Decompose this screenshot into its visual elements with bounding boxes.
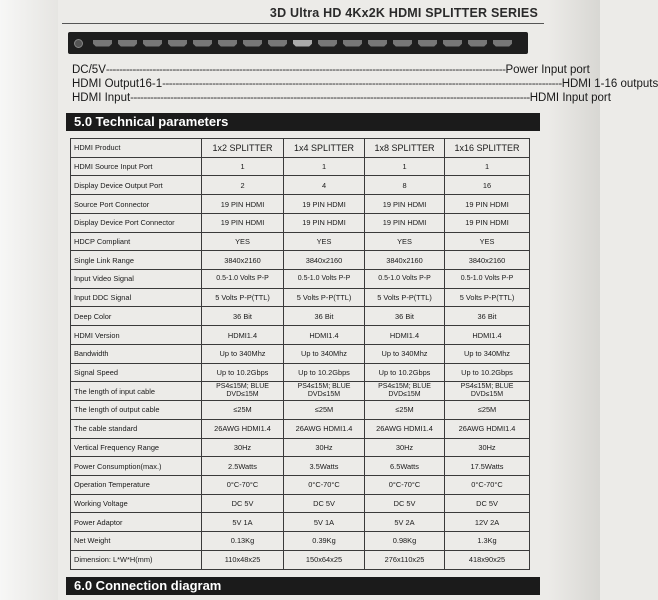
table-cell: PS4≤15M; BLUE DVD≤15M — [365, 382, 445, 401]
table-cell: 3840x2160 — [365, 251, 445, 270]
table-cell: 36 Bit — [365, 307, 445, 326]
legend-value: HDMI Input port — [529, 92, 611, 104]
parameter-name: Operation Temperature — [71, 475, 202, 494]
parameter-name: HDCP Compliant — [71, 232, 202, 251]
legend-label: HDMI Input — [72, 92, 131, 104]
table-cell: 2 — [202, 176, 284, 195]
column-header: 1x4 SPLITTER — [284, 139, 365, 158]
column-header: 1x8 SPLITTER — [365, 139, 445, 158]
table-cell: HDMI1.4 — [284, 326, 365, 345]
table-cell: 0.5-1.0 Volts P-P — [365, 270, 445, 289]
parameter-name: Input Video Signal — [71, 270, 202, 289]
table-cell: Up to 340Mhz — [202, 344, 284, 363]
table-cell: 0.13Kg — [202, 532, 284, 551]
table-cell: 0°C-70°C — [365, 475, 445, 494]
table-cell: 8 — [365, 176, 445, 195]
table-cell: 0°C-70°C — [445, 475, 530, 494]
parameter-name: HDMI Version — [71, 326, 202, 345]
table-row — [71, 382, 530, 401]
table-cell: 19 PIN HDMI — [365, 213, 445, 232]
parameter-name: The length of output cable — [71, 401, 202, 420]
hdmi-port-icon — [393, 40, 412, 47]
table-cell: YES — [365, 232, 445, 251]
table-cell: 0.5-1.0 Volts P-P — [284, 270, 365, 289]
table-cell: PS4≤15M; BLUE DVD≤15M — [202, 382, 284, 401]
hdmi-port-icon — [243, 40, 262, 47]
leader-dashes: ------------------------------------------------------------------------------------------------------------------------ — [130, 92, 530, 104]
hdmi-port-icon — [218, 40, 237, 47]
table-row — [71, 513, 530, 532]
table-cell: 3840x2160 — [202, 251, 284, 270]
table-cell: 6.5Watts — [365, 457, 445, 476]
section-title-technical: 5.0 Technical parameters — [66, 113, 540, 131]
table-cell: 30Hz — [365, 438, 445, 457]
table-row — [71, 550, 530, 569]
table-cell: Up to 10.2Gbps — [445, 363, 530, 382]
parameter-name: HDMI Source Input Port — [71, 157, 202, 176]
legend-label: HDMI Output16-1 — [72, 78, 163, 90]
table-cell: HDMI1.4 — [202, 326, 284, 345]
table-row — [71, 251, 530, 270]
parameter-name: Dimension: L*W*H(mm) — [71, 550, 202, 569]
table-row — [71, 419, 530, 438]
dc-jack-icon — [74, 39, 83, 48]
table-cell: 19 PIN HDMI — [445, 195, 530, 214]
table-row — [71, 213, 530, 232]
table-row — [71, 307, 530, 326]
legend-value: Power Input port — [505, 64, 590, 76]
table-cell: Up to 10.2Gbps — [284, 363, 365, 382]
table-cell: 26AWG HDMI1.4 — [365, 419, 445, 438]
table-row — [71, 494, 530, 513]
table-row — [71, 532, 530, 551]
leader-dashes: ------------------------------------------------------------------------------------------------------------------------ — [105, 64, 506, 76]
table-cell: 19 PIN HDMI — [202, 213, 284, 232]
table-cell: 0.39Kg — [284, 532, 365, 551]
table-cell: 5 Volts P-P(TTL) — [445, 288, 530, 307]
table-cell: 3840x2160 — [284, 251, 365, 270]
table-row — [71, 326, 530, 345]
parameter-name: Power Adaptor — [71, 513, 202, 532]
table-cell: 30Hz — [202, 438, 284, 457]
table-header-row — [71, 139, 530, 158]
parameter-name: Source Port Connector — [71, 195, 202, 214]
parameter-name: Net Weight — [71, 532, 202, 551]
table-cell: HDMI1.4 — [445, 326, 530, 345]
table-cell: 17.5Watts — [445, 457, 530, 476]
table-cell: DC 5V — [445, 494, 530, 513]
table-cell: YES — [445, 232, 530, 251]
legend-row — [72, 78, 658, 90]
parameter-name: Signal Speed — [71, 363, 202, 382]
table-cell: PS4≤15M; BLUE DVD≤15M — [284, 382, 365, 401]
parameter-name: The length of input cable — [71, 382, 202, 401]
table-cell: 4 — [284, 176, 365, 195]
table-cell: 36 Bit — [202, 307, 284, 326]
hdmi-port-icon — [493, 40, 512, 47]
table-cell: 36 Bit — [445, 307, 530, 326]
hdmi-port-icon — [443, 40, 462, 47]
table-cell: 3.5Watts — [284, 457, 365, 476]
table-row — [71, 344, 530, 363]
parameter-name: Display Device Output Port — [71, 176, 202, 195]
parameter-name: Input DDC Signal — [71, 288, 202, 307]
hdmi-port-icon — [318, 40, 337, 47]
table-cell: ≤25M — [445, 401, 530, 420]
table-cell: ≤25M — [284, 401, 365, 420]
spec-table — [70, 138, 530, 570]
parameter-name: Single Link Range — [71, 251, 202, 270]
legend-label: DC/5V — [72, 64, 106, 76]
parameter-name: Vertical Frequency Range — [71, 438, 202, 457]
table-cell: 36 Bit — [284, 307, 365, 326]
splitter-device-image — [68, 32, 528, 54]
table-cell: ≤25M — [202, 401, 284, 420]
table-cell: 26AWG HDMI1.4 — [202, 419, 284, 438]
table-cell: Up to 340Mhz — [365, 344, 445, 363]
table-cell: 19 PIN HDMI — [445, 213, 530, 232]
table-row — [71, 363, 530, 382]
legend-row — [72, 92, 611, 104]
table-cell: ≤25M — [365, 401, 445, 420]
table-row — [71, 401, 530, 420]
parameter-name: The cable standard — [71, 419, 202, 438]
table-row — [71, 288, 530, 307]
hdmi-port-icon — [193, 40, 212, 47]
parameter-name: Display Device Port Connector — [71, 213, 202, 232]
hdmi-port-icon — [368, 40, 387, 47]
page-margin-left — [0, 0, 58, 600]
table-cell: 3840x2160 — [445, 251, 530, 270]
table-cell: DC 5V — [202, 494, 284, 513]
table-cell: YES — [202, 232, 284, 251]
table-row — [71, 475, 530, 494]
table-cell: 16 — [445, 176, 530, 195]
table-cell: 12V 2A — [445, 513, 530, 532]
column-header: 1x2 SPLITTER — [202, 139, 284, 158]
hdmi-port-icon — [293, 40, 312, 47]
table-cell: 2.5Watts — [202, 457, 284, 476]
table-row — [71, 157, 530, 176]
table-cell: 19 PIN HDMI — [284, 213, 365, 232]
table-cell: HDMI1.4 — [365, 326, 445, 345]
table-cell: PS4≤15M; BLUE DVD≤15M — [445, 382, 530, 401]
table-cell: 19 PIN HDMI — [202, 195, 284, 214]
table-cell: 0.98Kg — [365, 532, 445, 551]
table-cell: Up to 10.2Gbps — [365, 363, 445, 382]
table-cell: 0°C-70°C — [202, 475, 284, 494]
table-cell: 150x64x25 — [284, 550, 365, 569]
table-cell: 110x48x25 — [202, 550, 284, 569]
table-cell: Up to 340Mhz — [445, 344, 530, 363]
table-row — [71, 176, 530, 195]
hdmi-port-icon — [343, 40, 362, 47]
column-header: 1x16 SPLITTER — [445, 139, 530, 158]
table-cell: 5V 1A — [202, 513, 284, 532]
table-cell: 418x90x25 — [445, 550, 530, 569]
page-margin-right — [548, 0, 600, 600]
parameter-name: Deep Color — [71, 307, 202, 326]
hdmi-port-icon — [143, 40, 162, 47]
table-cell: 1 — [365, 157, 445, 176]
legend-row — [72, 64, 590, 76]
hdmi-port-icon — [168, 40, 187, 47]
table-row — [71, 438, 530, 457]
hdmi-port-icon — [118, 40, 137, 47]
table-cell: 0°C-70°C — [284, 475, 365, 494]
table-cell: 0.5-1.0 Volts P-P — [202, 270, 284, 289]
table-row — [71, 232, 530, 251]
legend-value: HDMI 1-16 outputs — [561, 78, 658, 90]
table-cell: 5 Volts P-P(TTL) — [202, 288, 284, 307]
hdmi-port-icon — [468, 40, 487, 47]
parameter-name: Bandwidth — [71, 344, 202, 363]
parameter-name: Power Consumption(max.) — [71, 457, 202, 476]
table-cell: DC 5V — [365, 494, 445, 513]
table-cell: 30Hz — [445, 438, 530, 457]
table-row — [71, 457, 530, 476]
column-header: HDMI Product — [71, 139, 202, 158]
table-cell: 1 — [445, 157, 530, 176]
table-cell: DC 5V — [284, 494, 365, 513]
table-cell: 276x110x25 — [365, 550, 445, 569]
section-title-connection: 6.0 Connection diagram — [66, 577, 540, 595]
table-cell: 19 PIN HDMI — [284, 195, 365, 214]
table-cell: 5 Volts P-P(TTL) — [284, 288, 365, 307]
table-cell: 5V 1A — [284, 513, 365, 532]
series-title: 3D Ultra HD 4Kx2K HDMI SPLITTER SERIES — [269, 6, 538, 20]
table-cell: YES — [284, 232, 365, 251]
table-cell: 5V 2A — [365, 513, 445, 532]
hdmi-port-icon — [418, 40, 437, 47]
header-divider — [62, 23, 544, 24]
table-cell: 26AWG HDMI1.4 — [284, 419, 365, 438]
table-cell: 19 PIN HDMI — [365, 195, 445, 214]
leader-dashes: ------------------------------------------------------------------------------------------------------------------------ — [162, 78, 562, 90]
table-row — [71, 195, 530, 214]
table-cell: 30Hz — [284, 438, 365, 457]
table-cell: 1 — [202, 157, 284, 176]
table-cell: Up to 340Mhz — [284, 344, 365, 363]
table-cell: 1.3Kg — [445, 532, 530, 551]
table-cell: Up to 10.2Gbps — [202, 363, 284, 382]
parameter-name: Working Voltage — [71, 494, 202, 513]
table-cell: 5 Volts P-P(TTL) — [365, 288, 445, 307]
hdmi-port-icon — [93, 40, 112, 47]
hdmi-ports — [93, 40, 518, 47]
table-cell: 26AWG HDMI1.4 — [445, 419, 530, 438]
table-cell: 1 — [284, 157, 365, 176]
hdmi-port-icon — [268, 40, 287, 47]
table-cell: 0.5-1.0 Volts P-P — [445, 270, 530, 289]
table-row — [71, 270, 530, 289]
